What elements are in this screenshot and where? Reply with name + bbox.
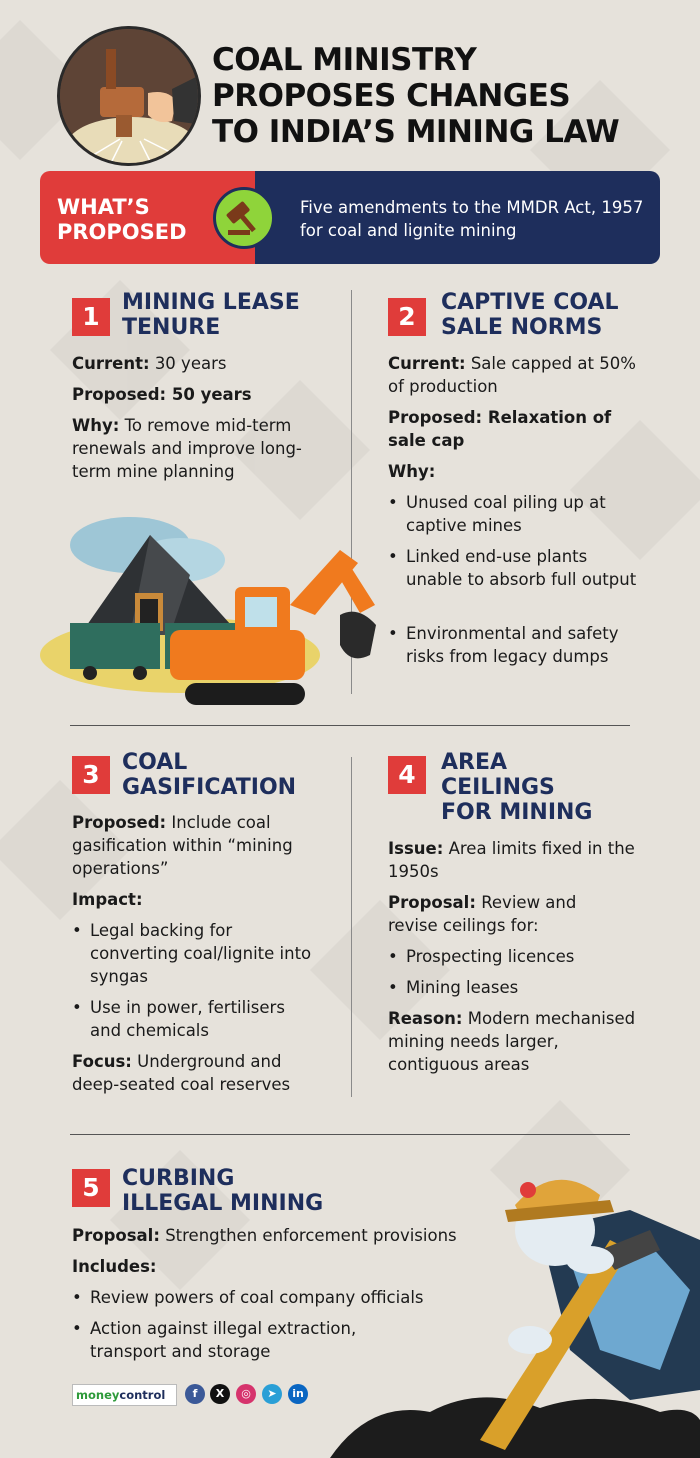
section-number-4: 4 <box>388 756 426 794</box>
section-title-2: CAPTIVE COAL SALE NORMS <box>441 290 619 340</box>
proposal-banner <box>40 171 660 264</box>
list-item: • Unused coal piling up at captive mines <box>388 493 606 535</box>
hero-gavel-illustration <box>57 26 201 166</box>
focus-line-3: Focus: Underground and deep-seated coal reserves <box>72 1052 291 1094</box>
why-line-1: Why: To remove mid-term renewals and improve long-term mine planning <box>72 416 302 481</box>
section-number-2: 2 <box>388 298 426 336</box>
telegram-icon[interactable]: ➤ <box>262 1384 282 1404</box>
proposed-line-3: Proposed: Include coal gasification within “mining operations” <box>72 813 293 878</box>
row-divider-2 <box>70 1134 630 1135</box>
instagram-icon[interactable]: ◎ <box>236 1384 256 1404</box>
section-title-5: CURBING ILLEGAL MINING <box>122 1166 324 1216</box>
moneycontrol-logo[interactable]: moneycontrol <box>72 1384 177 1406</box>
facebook-icon[interactable]: f <box>185 1384 205 1404</box>
mine-excavator-illustration <box>40 505 380 710</box>
section-number-3: 3 <box>72 756 110 794</box>
section-title-3: COAL GASIFICATION <box>122 750 297 800</box>
section-title-1: MINING LEASE TENURE <box>122 290 300 340</box>
banner-label: WHAT’S PROPOSED <box>57 195 187 244</box>
row-divider-1 <box>70 725 630 726</box>
gavel-icon <box>213 187 275 249</box>
issue-line-4: Issue: Area limits fixed in the 1950s <box>388 839 635 881</box>
x-icon[interactable]: X <box>210 1384 230 1404</box>
impact-label-3: Impact: <box>72 890 143 909</box>
includes-label-5: Includes: <box>72 1257 157 1276</box>
why-label-2: Why: <box>388 462 436 481</box>
section-number-1: 1 <box>72 298 110 336</box>
linkedin-icon[interactable]: in <box>288 1384 308 1404</box>
proposed-line-2: Proposed: Relaxation of sale cap <box>388 408 612 450</box>
section-title-4: AREA CEILINGS FOR MINING <box>441 750 593 825</box>
list-item: • Environmental and safety risks from legacy dumps <box>388 624 619 666</box>
reason-line-4: Reason: Modern mechanised mining needs larger, contiguous areas <box>388 1009 636 1074</box>
list-item: • Linked end-use plants unable to absorb full output <box>388 547 637 589</box>
column-divider-2 <box>351 757 352 1097</box>
page-title: COAL MINISTRY PROPOSES CHANGES TO INDIA’S MINING LAW <box>212 42 620 150</box>
section-number-5: 5 <box>72 1169 110 1207</box>
list-item: • Use in power, fertilisers and chemicals <box>72 998 285 1040</box>
list-item: • Action against illegal extraction, transport and storage <box>72 1319 357 1361</box>
list-item: • Prospecting licences <box>388 947 575 966</box>
proposal-line-4: Proposal: Review and revise ceilings for: <box>388 893 577 935</box>
list-item: • Review powers of coal company officials <box>72 1288 424 1307</box>
banner-description: Five amendments to the MMDR Act, 1957 for coal and lignite mining <box>300 198 644 240</box>
list-item: • Legal backing for converting coal/lignite into syngas <box>72 921 312 986</box>
current-line-1: Current: 30 years <box>72 354 227 373</box>
proposed-line-1: Proposed: 50 years <box>72 385 252 404</box>
gavel-hand-icon <box>60 29 201 166</box>
list-item: • Mining leases <box>388 978 519 997</box>
proposal-line-5: Proposal: Strengthen enforcement provisions <box>72 1226 457 1245</box>
current-line-2: Current: Sale capped at 50% of production <box>388 354 636 396</box>
